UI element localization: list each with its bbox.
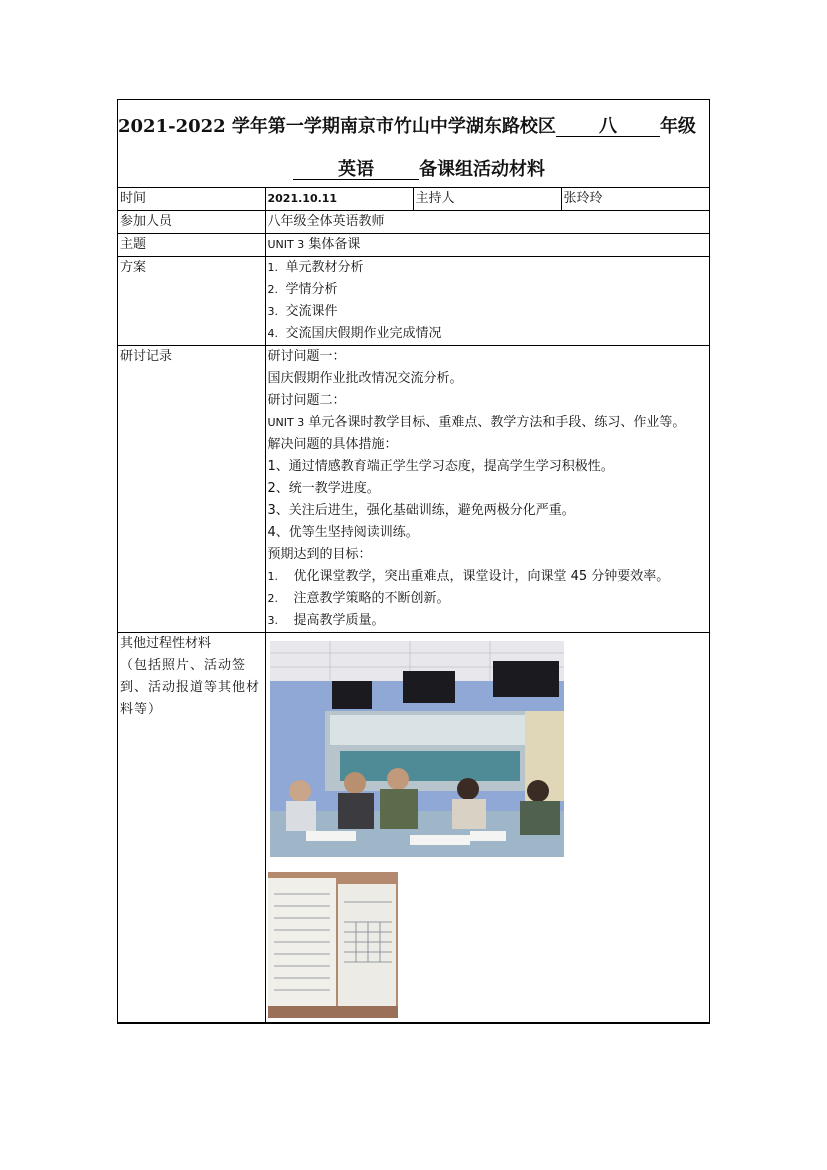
record-row (118, 346, 709, 633)
document-title (118, 100, 709, 188)
list-text: 单元教材分析 (285, 260, 364, 275)
title-line2-suffix: 备课组活动材料 (419, 159, 545, 180)
measure-item: 3、关注后进生，强化基础训练，避免两极分化严重。 (267, 503, 575, 518)
topic-label: 主题 (118, 234, 265, 257)
q1-text: 国庆假期作业批改情况交流分析。 (267, 371, 463, 386)
list-text: 交流国庆假期作业完成情况 (285, 326, 442, 341)
q2-text: 单元各课时教学目标、重难点、教学方法和手段、练习、作业等。 (304, 415, 686, 430)
goal-number: 3. (267, 614, 278, 627)
goal-text: 注意教学策略的不断创新。 (293, 591, 450, 606)
host-label: 主持人 (413, 188, 561, 211)
goal-text: 提高教学质量。 (293, 613, 385, 628)
topic-prefix: UNIT 3 (267, 238, 305, 251)
participants-value: 八年级全体英语教师 (265, 211, 709, 234)
goal-text: 优化课堂教学，突出重难点，课堂设计，向课堂 45 分钟要效率。 (293, 569, 670, 584)
time-label: 时间 (118, 188, 265, 211)
plan-label: 方案 (118, 257, 265, 346)
materials-label (118, 633, 265, 1023)
materials-label-line1: 其他过程性材料 (120, 636, 212, 651)
host-value: 张玲玲 (561, 188, 709, 211)
list-number: 1. (267, 261, 278, 274)
document-table (117, 99, 710, 1024)
list-item (268, 301, 708, 323)
list-item (268, 279, 708, 301)
topic-row (118, 234, 709, 257)
measures-heading: 解决问题的具体措施： (267, 437, 398, 452)
list-number: 4. (267, 327, 278, 340)
measure-item: 4、优等生坚持阅读训练。 (267, 525, 419, 540)
list-text: 交流课件 (285, 304, 338, 319)
participants-row (118, 211, 709, 234)
list-item (268, 323, 708, 345)
participants-label: 参加人员 (118, 211, 265, 234)
signin-sheet-photo (268, 872, 398, 1018)
list-number: 2. (267, 283, 278, 296)
materials-content (265, 633, 709, 1023)
title-line-1 (118, 112, 709, 138)
topic-value: 集体备课 (304, 237, 361, 252)
info-table (118, 188, 709, 1023)
goal-item (268, 610, 708, 632)
plan-row (118, 257, 709, 346)
record-content (265, 346, 709, 633)
grade-fill: 八 (556, 118, 660, 137)
materials-label-line2: （包括照片、活动签到、活动报道等其他材料等） (120, 658, 261, 717)
goals-heading: 预期达到的目标： (267, 547, 372, 562)
title-suffix: 年级 (659, 116, 696, 137)
time-row (118, 188, 709, 211)
list-item (268, 257, 708, 279)
q2-prefix: UNIT 3 (267, 416, 305, 429)
list-number: 3. (267, 305, 278, 318)
measure-item: 1、通过情感教育端正学生学习态度，提高学生学习积极性。 (267, 459, 614, 474)
title-prefix: 2021-2022 学年第一学期南京市竹山中学湖东路校区 (118, 116, 556, 137)
goal-item (268, 588, 708, 610)
title-line-2 (293, 155, 545, 181)
materials-row (118, 633, 709, 1023)
subject-fill: 英语 (293, 161, 419, 180)
plan-list (265, 257, 709, 346)
measure-item: 2、统一教学进度。 (267, 481, 380, 496)
q1-heading: 研讨问题一： (267, 349, 346, 364)
list-text: 学情分析 (285, 282, 338, 297)
time-value: 2021.10.11 (265, 188, 413, 211)
meeting-photo (270, 641, 564, 857)
goal-number: 1. (267, 570, 278, 583)
goal-item (268, 566, 708, 588)
q2-text-block (268, 412, 708, 434)
record-label: 研讨记录 (118, 346, 265, 633)
topic-value-cell (265, 234, 709, 257)
q2-heading: 研讨问题二： (267, 393, 346, 408)
goal-number: 2. (267, 592, 278, 605)
